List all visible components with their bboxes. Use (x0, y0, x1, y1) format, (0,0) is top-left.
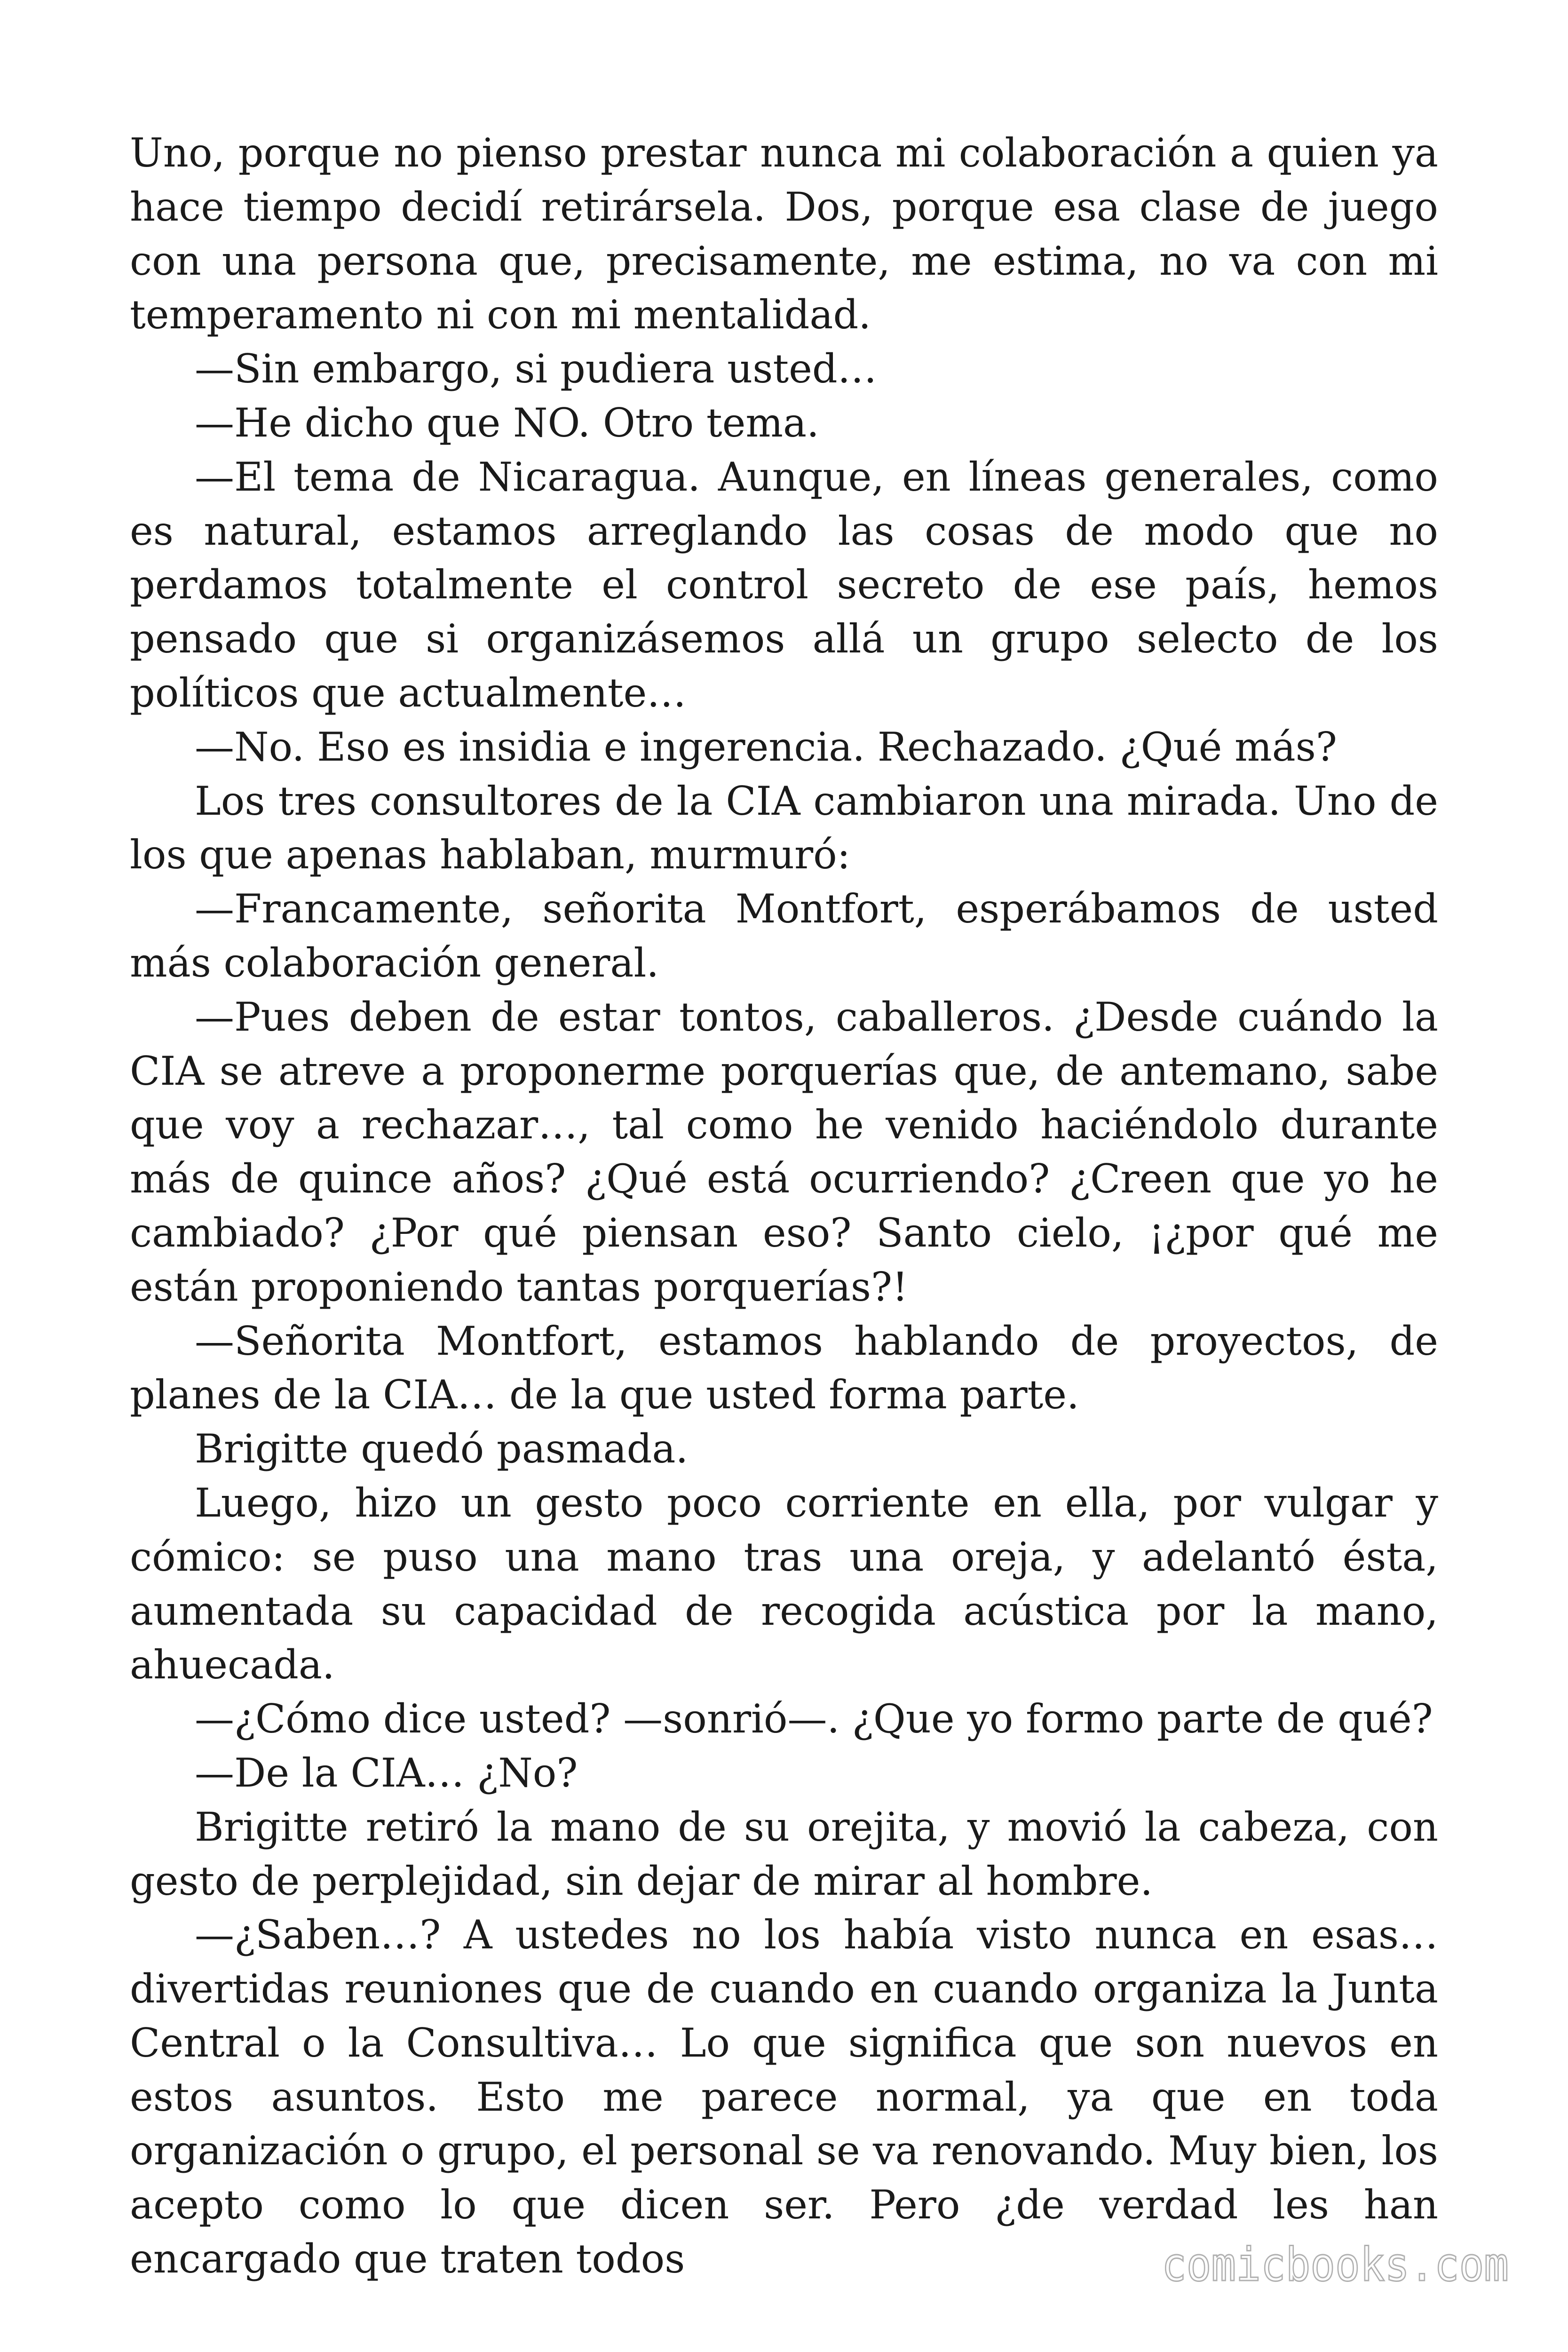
paragraph: —Señorita Montfort, estamos hablando de proyectos, de planes de la CIA… de la que usted forma parte. (130, 1318, 1438, 1418)
paragraph: —De la CIA… ¿No? (195, 1749, 578, 1796)
paragraph: Brigitte retiró la mano de su orejita, y movió la cabeza, con gesto de perplejidad, sin dejar de mirar al hombre. (130, 1804, 1438, 1904)
paragraph: —Sin embargo, si pudiera usted… (195, 346, 877, 392)
watermark-text: comicbooks.com (1162, 2238, 1509, 2292)
paragraph: Uno, porque no pienso prestar nunca mi colaboración a quien ya hace tiempo decidí retirársela. Dos, porque esa clase de juego con una persona que, precisamente, me estima, no va con mi temperamento ni con mi mentalidad. (130, 130, 1438, 338)
paragraph: —¿Saben…? A ustedes no los había visto nunca en esas… divertidas reuniones que de cuando en cuando organiza la Junta Central o la Consultiva… Lo que significa que son nuevos en estos asuntos. Esto me parece normal, ya que en toda organización o grupo, el personal se va renovando. Muy bien, los acepto como lo que dicen ser. Pero ¿de verdad les han encargado que traten todos (130, 1912, 1438, 2282)
paragraph: Brigitte quedó pasmada. (195, 1426, 689, 1472)
watermark (1162, 2237, 1510, 2294)
paragraph: —He dicho que NO. Otro tema. (195, 399, 819, 446)
paragraph: —El tema de Nicaragua. Aunque, en líneas generales, como es natural, estamos arreglando las cosas de modo que no perdamos totalmente el control secreto de ese país, hemos pensado que si organizásemos allá un grupo selecto de los políticos que actualmente… (130, 453, 1438, 716)
paragraph: Los tres consultores de la CIA cambiaron una mirada. Uno de los que apenas hablaban, murmuró: (130, 778, 1438, 878)
paragraph: —Pues deben de estar tontos, caballeros. ¿Desde cuándo la CIA se atreve a proponerme porquerías que, de antemano, sabe que voy a rechazar…, tal como he venido haciéndolo durante más de quince años? ¿Qué está ocurriendo? ¿Creen que yo he cambiado? ¿Por qué piensan eso? Santo cielo, ¡¿por qué me están proponiendo tantas porquerías?! (130, 993, 1438, 1310)
document-page (130, 126, 1438, 2286)
paragraph: Luego, hizo un gesto poco corriente en ella, por vulgar y cómico: se puso una mano tras una oreja, y adelantó ésta, aumentada su capacidad de recogida acústica por la mano, ahuecada. (130, 1479, 1438, 1688)
paragraph: —¿Cómo dice usted? —sonrió—. ¿Que yo formo parte de qué? (195, 1696, 1433, 1742)
paragraph: —Francamente, señorita Montfort, esperábamos de usted más colaboración general. (130, 886, 1438, 986)
paragraph: —No. Eso es insidia e ingerencia. Rechazado. ¿Qué más? (195, 723, 1337, 770)
